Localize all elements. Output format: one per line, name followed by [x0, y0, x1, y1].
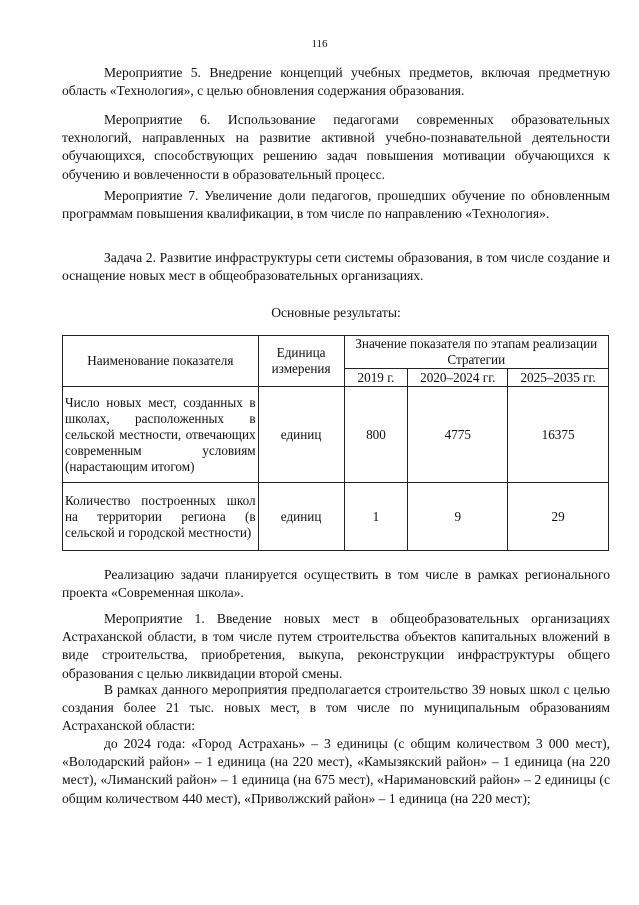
header-unit: Единица измерения: [258, 336, 344, 387]
paragraph-construction: В рамках данного мероприятия предполагается строительство 39 новых школ с целью создания более 21 тыс. новых мест, в том числе по муниципальным образованиям Астраханской области:: [62, 682, 610, 734]
paragraph-task-2: Задача 2. Развитие инфраструктуры сети системы образования, в том числе создание и оснащение новых мест в общеобразовательных организациях.: [62, 250, 610, 284]
value-2019: 1: [344, 483, 408, 551]
results-table: [62, 335, 609, 551]
results-heading: Основные результаты:: [271, 305, 401, 320]
paragraph-measure-1: Мероприятие 1. Введение новых мест в общеобразовательных организациях Астраханской области, в том числе путем строительства объектов капитальных вложений в виде строительства, приобретения, выкупа, реконструкции инфраструктуры общего образования с целью ликвидации второй смены.: [62, 611, 610, 681]
indicator-name: Число новых мест, созданных в школах, расположенных в сельской местности, отвечающих современным условиям (нарастающим итогом): [63, 387, 259, 483]
value-2025-2035: 29: [508, 483, 609, 551]
value-2020-2024: 9: [408, 483, 508, 551]
table-row: [63, 483, 609, 551]
paragraph-measure-7: Мероприятие 7. Увеличение доли педагогов, прошедших обучение по обновленным программам повышения квалификации, в том числе по направлению «Технология».: [62, 188, 610, 222]
header-indicator-name: Наименование показателя: [63, 336, 259, 387]
indicator-unit: единиц: [258, 483, 344, 551]
value-2020-2024: 4775: [408, 387, 508, 483]
value-2019: 800: [344, 387, 408, 483]
indicator-name: Количество построенных школ на территории региона (в сельской и городской местности): [63, 483, 259, 551]
value-2025-2035: 16375: [508, 387, 609, 483]
header-period-2019: 2019 г.: [344, 369, 408, 387]
header-values: Значение показателя по этапам реализации Стратегии: [344, 336, 608, 369]
paragraph-measure-5: Мероприятие 5. Внедрение концепций учебных предметов, включая предметную область «Технология», с целью обновления содержания образования.: [62, 65, 610, 99]
header-period-2020-2024: 2020–2024 гг.: [408, 369, 508, 387]
table-row: [63, 387, 609, 483]
page-number: 116: [311, 38, 328, 50]
paragraph-implementation: Реализацию задачи планируется осуществить в том числе в рамках регионального проекта «Современная школа».: [62, 567, 610, 601]
indicator-unit: единиц: [258, 387, 344, 483]
paragraph-until-2024: до 2024 года: «Город Астрахань» – 3 единицы (с общим количеством 3 000 мест), «Володарский район» – 1 единица (на 220 мест), «Камызякский район» – 1 единица (на 220 мест), «Лиманский район» – 1 единица (на 675 мест), «Наримановский район» – 2 единицы (с общим количеством 440 мест), «Приволжский район» – 1 единица (на 220 мест);: [62, 736, 610, 806]
paragraph-measure-6: Мероприятие 6. Использование педагогами современных образовательных технологий, направленных на развитие активной учебно-познавательной деятельности обучающихся, способствующих решению задач повышения мотивации обучающихся к обучению и вовлеченности в образовательный процесс.: [62, 112, 610, 182]
header-period-2025-2035: 2025–2035 гг.: [508, 369, 609, 387]
